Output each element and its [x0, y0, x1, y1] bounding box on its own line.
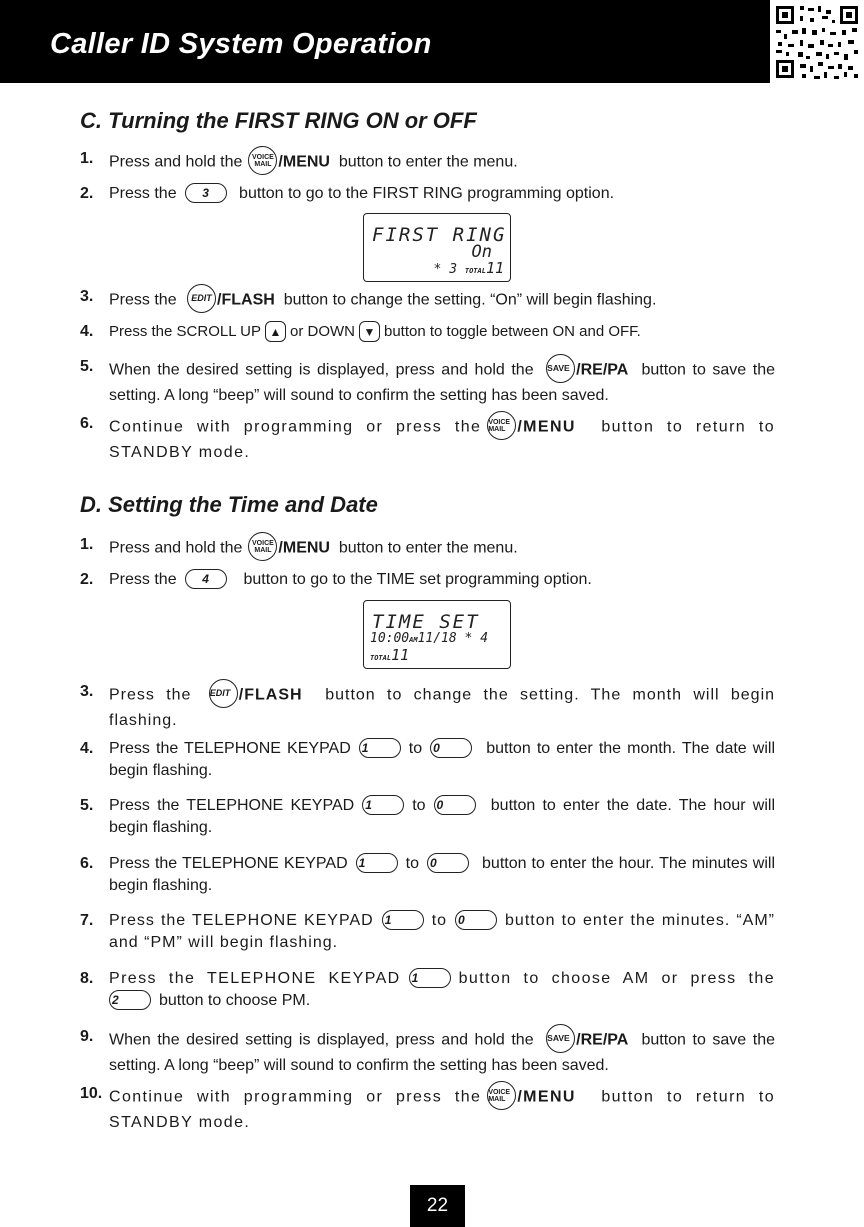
section-d-step-7: 7. Press the TELEPHONE KEYPAD 1 to 0 button to enter the minutes. “AM” and “PM” will begin flashing. [80, 910, 775, 954]
section-d-step-2: 2. Press the 4 button to go to the TIME set programming option. [80, 569, 775, 591]
step-number: 8. [80, 970, 94, 987]
section-c-title: C. Turning the FIRST RING ON or OFF [80, 108, 477, 133]
step-number: 6. [80, 855, 94, 872]
section-d-step-4: 4. Press the TELEPHONE KEYPAD 1 to 0 button to enter the month. The date will begin flashing. [80, 738, 775, 782]
key-0-button-icon: 0 [455, 910, 497, 930]
scroll-up-icon: ▲ [265, 321, 286, 342]
lcd-display-first-ring: FIRST RING On * 3 TOTAL11 [363, 213, 511, 282]
step-number: 10. [80, 1085, 103, 1102]
step-number: 3. [80, 288, 94, 305]
key-3-button-icon: 3 [185, 183, 227, 203]
voice-mail-button-icon: VOICE MAIL [248, 532, 277, 561]
key-0-button-icon: 0 [434, 795, 476, 815]
save-button-icon: SAVE [546, 1024, 575, 1053]
step-number: 5. [80, 797, 94, 814]
key-0-button-icon: 0 [430, 738, 472, 758]
step-number: 1. [80, 536, 94, 553]
key-0-button-icon: 0 [427, 853, 469, 873]
header-title: Caller ID System Operation [50, 28, 432, 60]
section-c-step-3: 3. Press the EDIT /FLASH button to change the setting. “On” will begin flashing. [80, 286, 775, 315]
section-d-step-1: 1. Press and hold the VOICE MAIL /MENU button to enter the menu. [80, 534, 775, 563]
section-c-step-5: 5. When the desired setting is displayed, press and hold the SAVE /RE/PA button to save the setting. A long “beep” will sound to confirm the setting has been saved. [80, 356, 775, 407]
section-d-step-3: 3. Press the EDIT /FLASH button to change the setting. The month will begin flashing. [80, 681, 775, 732]
key-4-button-icon: 4 [185, 569, 227, 589]
section-d-step-6: 6. Press the TELEPHONE KEYPAD 1 to 0 button to enter the hour. The minutes will begin flashing. [80, 853, 775, 897]
section-d-step-8: 8. Press the TELEPHONE KEYPAD 1 button to choose AM or press the 2 button to choose PM. [80, 968, 775, 1012]
lcd-display-time-set: TIME SET 10:00AM11/18 * 4 TOTAL11 [363, 600, 511, 669]
save-button-icon: SAVE [546, 354, 575, 383]
voice-mail-button-icon: VOICE MAIL [487, 411, 516, 440]
key-1-button-icon: 1 [359, 738, 401, 758]
step-number: 4. [80, 740, 94, 757]
step-number: 9. [80, 1028, 94, 1045]
qr-code-icon [770, 0, 864, 84]
section-c-step-2: 2. Press the 3 button to go to the FIRST RING programming option. [80, 183, 775, 205]
step-number: 2. [80, 185, 94, 202]
step-number: 1. [80, 150, 94, 167]
section-c-step-4: 4. Press the SCROLL UP ▲ or DOWN ▼ button to toggle between ON and OFF. [80, 321, 775, 343]
section-d-step-5: 5. Press the TELEPHONE KEYPAD 1 to 0 button to enter the date. The hour will begin flashing. [80, 795, 775, 839]
key-1-button-icon: 1 [382, 910, 424, 930]
key-1-button-icon: 1 [409, 968, 451, 988]
section-d-step-9: 9. When the desired setting is displayed, press and hold the SAVE /RE/PA button to save the setting. A long “beep” will sound to confirm the setting has been saved. [80, 1026, 775, 1077]
section-c-step-1: 1. Press and hold the VOICE MAIL /MENU button to enter the menu. [80, 148, 775, 177]
step-number: 7. [80, 912, 94, 929]
edit-button-icon: EDIT [187, 284, 216, 313]
step-number: 2. [80, 571, 94, 588]
key-2-button-icon: 2 [109, 990, 151, 1010]
scroll-down-icon: ▼ [359, 321, 380, 342]
page-header [0, 0, 864, 83]
step-number: 3. [80, 683, 94, 700]
page-number: 22 [410, 1185, 465, 1227]
edit-button-icon: EDIT [209, 679, 238, 708]
key-1-button-icon: 1 [362, 795, 404, 815]
section-d-step-10: 10. Continue with programming or press the VOICE MAIL /MENU button to return to STANDBY mode. [80, 1083, 775, 1134]
step-number: 5. [80, 358, 94, 375]
voice-mail-button-icon: VOICE MAIL [248, 146, 277, 175]
section-c-step-6: 6. Continue with programming or press the VOICE MAIL /MENU button to return to STANDBY mode. [80, 413, 775, 464]
voice-mail-button-icon: VOICE MAIL [487, 1081, 516, 1110]
section-d-title: D. Setting the Time and Date [80, 492, 378, 517]
step-number: 4. [80, 323, 94, 340]
step-number: 6. [80, 415, 94, 432]
key-1-button-icon: 1 [356, 853, 398, 873]
